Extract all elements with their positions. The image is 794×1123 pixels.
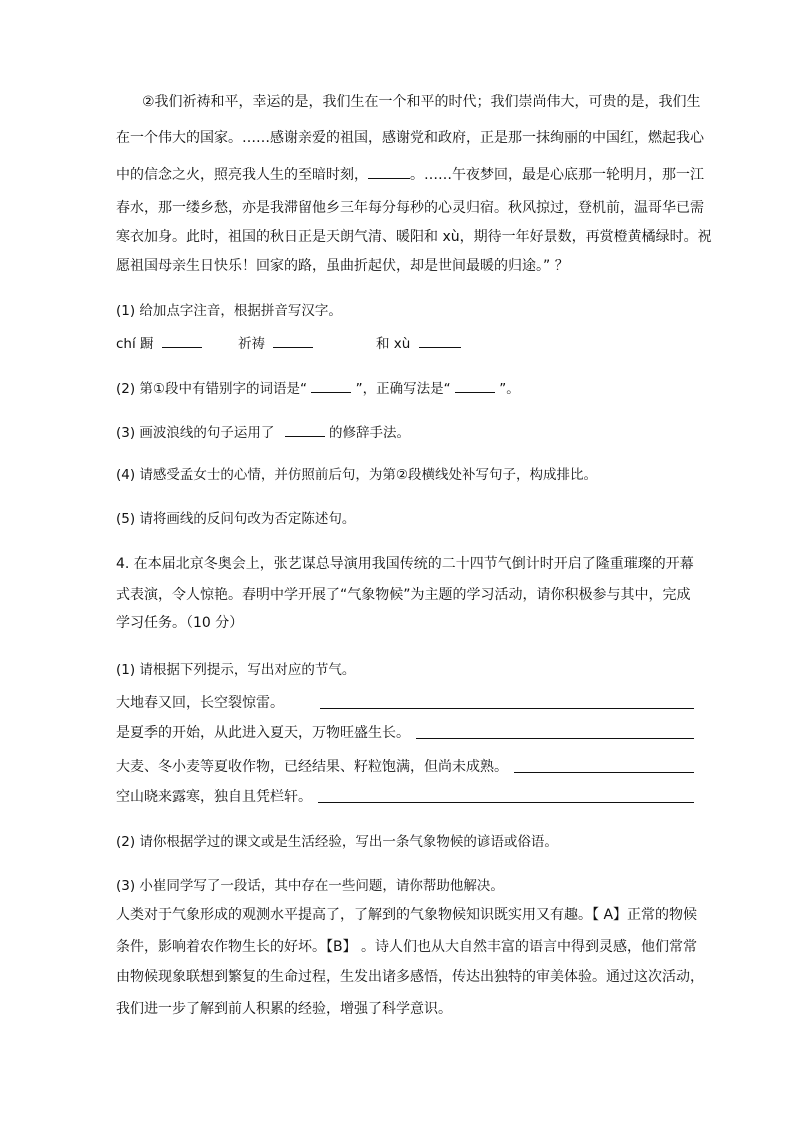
answer-blank[interactable] <box>162 332 202 348</box>
question-3 <box>116 421 410 443</box>
question-2-text: ”。 <box>499 381 520 397</box>
passage-line: ②我们祈祷和平，幸运的是，我们生在一个和平的时代；我们崇尚伟大，可贵的是，我们生 <box>142 94 701 110</box>
question-2 <box>116 377 520 399</box>
question-3-text: (3) 画波浪线的句子运用了 <box>116 425 275 441</box>
subquestion-1: (1) 请根据下列提示，写出对应的节气。 <box>116 662 356 678</box>
question-3-text: 的修辞手法。 <box>329 425 411 441</box>
hint-3: 大麦、冬小麦等夏收作物，已经结果、籽粒饱满，但尚未成熟。 <box>116 759 508 775</box>
fill-in-blank[interactable] <box>368 163 410 179</box>
hint-2: 是夏季的开始，从此进入夏天，万物旺盛生长。 <box>116 725 410 741</box>
answer-blank[interactable] <box>419 332 461 348</box>
answer-line[interactable] <box>416 738 694 739</box>
item-qidao: 祈祷 <box>238 336 265 352</box>
question-4: (4) 请感受孟女士的心情，并仿照前后句，为第②段横线处补写句子，构成排比。 <box>116 467 598 483</box>
paragraph-line: 我们进一步了解到前人积累的经验，增强了科学意识。 <box>116 1001 452 1017</box>
passage-line: 在一个伟大的国家。……感谢亲爱的祖国，感谢党和政府，正是那一抹绚丽的中国红，燃起我心 <box>116 130 704 146</box>
item-chichu: chí 蹰 <box>116 336 154 352</box>
question-4-intro: 4. 在本届北京冬奥会上，张艺谋总导演用我国传统的二十四节气倒计时开启了隆重璀璨的开幕 <box>116 556 694 572</box>
question-1: (1) 给加点字注音，根据拼音写汉字。 <box>116 303 342 319</box>
passage-line <box>116 163 704 185</box>
answer-blank[interactable] <box>311 377 351 393</box>
subquestion-2: (2) 请你根据学过的课文或是生活经验，写出一条气象物候的谚语或俗语。 <box>116 834 558 850</box>
question-5: (5) 请将画线的反问句改为否定陈述句。 <box>116 511 356 527</box>
answer-blank[interactable] <box>455 377 495 393</box>
question-4-intro: 式表演，令人惊艳。春明中学开展了“气象物候”为主题的学习活动，请你积极参与其中，完成 <box>116 587 691 603</box>
question-2-text: ”，正确写法是“ <box>355 381 451 397</box>
hint-4: 空山晓来露寒，独自且凭栏轩。 <box>116 789 312 805</box>
passage-text: 。……午夜梦回，最是心底那一轮明月，那一江 <box>410 167 704 183</box>
answer-line[interactable] <box>318 802 694 803</box>
paragraph-line: 条件，影响着农作物生长的好坏。【B】 。诗人们也从大自然丰富的语言中得到灵感，他们常常 <box>116 939 698 955</box>
subquestion-3: (3) 小崔同学写了一段话，其中存在一些问题，请你帮助他解决。 <box>116 878 504 894</box>
passage-line: 愿祖国母亲生日快乐！回家的路，虽曲折起伏，却是世间最暖的归途。” ？ <box>116 258 569 274</box>
answer-blank[interactable] <box>285 421 325 437</box>
paragraph-line: 由物候现象联想到繁复的生命过程，生发出诸多感悟，传达出独特的审美体验。通过这次活动， <box>116 969 704 985</box>
question-2-text: (2) 第①段中有错别字的词语是“ <box>116 381 308 397</box>
passage-line: 寒衣加身。此时，祖国的秋日正是天朗气清、暖阳和 xù，期待一年好景数，再赏橙黄橘绿时。祝 <box>116 229 712 245</box>
passage-text: 中的信念之火，照亮我人生的至暗时刻， <box>116 167 368 183</box>
question-4-intro: 学习任务。（10 分） <box>116 615 244 631</box>
hint-1: 大地春又回，长空裂惊雷。 <box>116 695 284 711</box>
paragraph-line: 人类对于气象形成的观测水平提高了，了解到的气象物候知识既实用又有趣。【 A】正常的物候 <box>116 907 698 923</box>
question-1-items <box>238 332 313 354</box>
answer-line[interactable] <box>320 708 694 709</box>
passage-line: 春水，那一缕乡愁，亦是我滞留他乡三年每分每秒的心灵归宿。秋风掠过，登机前，温哥华已需 <box>116 200 704 216</box>
item-hexu: 和 xù <box>376 336 411 352</box>
answer-line[interactable] <box>514 772 694 773</box>
question-1-items <box>116 332 202 354</box>
question-1-items <box>376 332 461 354</box>
answer-blank[interactable] <box>273 332 313 348</box>
